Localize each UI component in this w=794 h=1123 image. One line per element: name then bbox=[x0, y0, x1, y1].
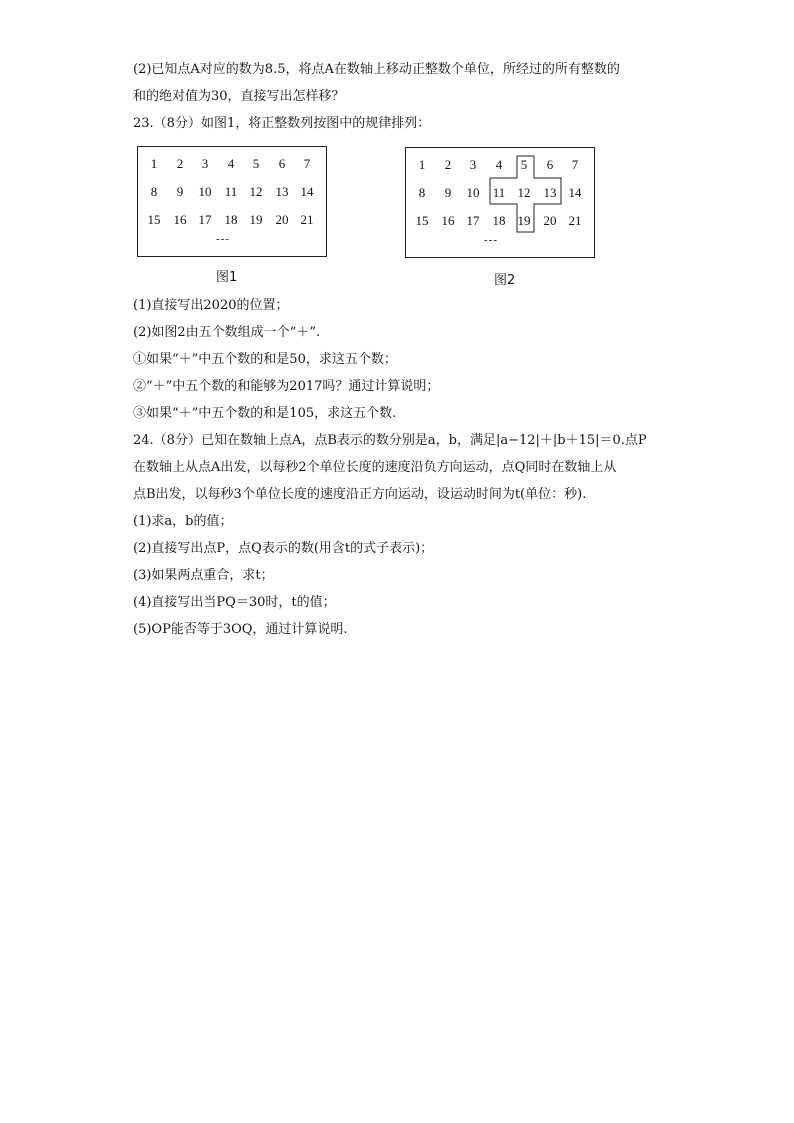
grid-number-cell: 17 bbox=[466, 213, 480, 228]
grid-number-cell: 16 bbox=[173, 212, 187, 227]
grid-number-cell: 6 bbox=[278, 156, 286, 171]
figure-1-number-grid bbox=[137, 146, 327, 257]
q24-part3: (3)如果两点重合，求t； bbox=[133, 568, 274, 583]
q24-part2: (2)直接写出点P，点Q表示的数(用含t的式子表示)； bbox=[133, 541, 434, 556]
grid-number-cell: 20 bbox=[543, 213, 557, 228]
figure-1-caption: 图1 bbox=[216, 270, 238, 285]
grid-number-cell: 1 bbox=[150, 156, 158, 171]
figure-2-number-grid bbox=[405, 147, 595, 258]
grid-ellipsis: --- bbox=[216, 233, 230, 245]
grid-number-cell: 1 bbox=[418, 157, 426, 172]
grid-number-cell: 8 bbox=[150, 184, 158, 199]
grid-number-cell: 4 bbox=[227, 156, 235, 171]
grid-number-cell: 15 bbox=[415, 213, 429, 228]
q24-line2: 在数轴上从点A出发，以每秒2个单位长度的速度沿负方向运动，点Q同时在数轴上从 bbox=[133, 460, 617, 475]
grid-number-cell: 5 bbox=[520, 157, 528, 172]
grid-number-cell: 8 bbox=[418, 185, 426, 200]
grid-number-cell: 6 bbox=[546, 157, 554, 172]
grid-number-cell: 21 bbox=[568, 213, 582, 228]
q24-part4: (4)直接写出当PQ＝30时，t的值； bbox=[133, 595, 336, 610]
grid-number-cell: 11 bbox=[224, 184, 238, 199]
grid-number-cell: 20 bbox=[275, 212, 289, 227]
q23-part1: (1)直接写出2020的位置； bbox=[133, 298, 289, 313]
grid-number-cell: 9 bbox=[444, 185, 452, 200]
grid-number-cell: 12 bbox=[517, 185, 531, 200]
q24-line1: 24.（8分）已知在数轴上点A，点B表示的数分别是a，b，满足|a−12|＋|b＋15|＝0.点P bbox=[133, 433, 647, 448]
grid-number-cell: 15 bbox=[147, 212, 161, 227]
q22-part2-line1: (2)已知点A对应的数为8.5，将点A在数轴上移动正整数个单位，所经过的所有整数的 bbox=[133, 62, 620, 77]
grid-number-cell: 18 bbox=[492, 213, 506, 228]
grid-number-cell: 13 bbox=[275, 184, 289, 199]
grid-number-cell: 3 bbox=[201, 156, 209, 171]
grid-number-cell: 17 bbox=[198, 212, 212, 227]
grid-number-cell: 14 bbox=[568, 185, 582, 200]
plus-shape-outline bbox=[406, 148, 594, 257]
q22-part2-line2: 和的绝对值为30，直接写出怎样移？ bbox=[133, 89, 345, 104]
grid-number-cell: 10 bbox=[198, 184, 212, 199]
q24-line3: 点B出发，以每秒3个单位长度的速度沿正方向运动，设运动时间为t(单位：秒). bbox=[133, 487, 587, 502]
grid-number-cell: 10 bbox=[466, 185, 480, 200]
q24-part5: (5)OP能否等于3OQ，通过计算说明. bbox=[133, 622, 348, 637]
grid-number-cell: 3 bbox=[469, 157, 477, 172]
grid-number-cell: 2 bbox=[176, 156, 184, 171]
grid-number-cell: 14 bbox=[300, 184, 314, 199]
q23-part2: (2)如图2由五个数组成一个“＋”. bbox=[133, 325, 321, 340]
grid-number-cell: 4 bbox=[495, 157, 503, 172]
grid-number-cell: 16 bbox=[441, 213, 455, 228]
figure-2-caption: 图2 bbox=[494, 273, 516, 288]
q23-sub1: ①如果“＋”中五个数的和是50，求这五个数； bbox=[133, 352, 397, 367]
grid-number-cell: 2 bbox=[444, 157, 452, 172]
grid-number-cell: 12 bbox=[249, 184, 263, 199]
grid-number-cell: 9 bbox=[176, 184, 184, 199]
q23-sub3: ③如果“＋”中五个数的和是105，求这五个数. bbox=[133, 406, 397, 421]
grid-number-cell: 19 bbox=[249, 212, 263, 227]
grid-number-cell: 21 bbox=[300, 212, 314, 227]
grid-number-cell: 5 bbox=[252, 156, 260, 171]
grid-number-cell: 13 bbox=[543, 185, 557, 200]
grid-number-cell: 11 bbox=[492, 185, 506, 200]
grid-number-cell: 19 bbox=[517, 213, 531, 228]
q23-stem: 23.（8分）如图1，将正整数列按图中的规律排列： bbox=[133, 116, 431, 131]
grid-number-cell: 7 bbox=[571, 157, 579, 172]
grid-ellipsis: --- bbox=[484, 234, 498, 246]
q24-part1: (1)求a，b的值； bbox=[133, 514, 233, 529]
grid-number-cell: 7 bbox=[303, 156, 311, 171]
q23-sub2: ②“＋”中五个数的和能够为2017吗？通过计算说明； bbox=[133, 379, 440, 394]
grid-number-cell: 18 bbox=[224, 212, 238, 227]
